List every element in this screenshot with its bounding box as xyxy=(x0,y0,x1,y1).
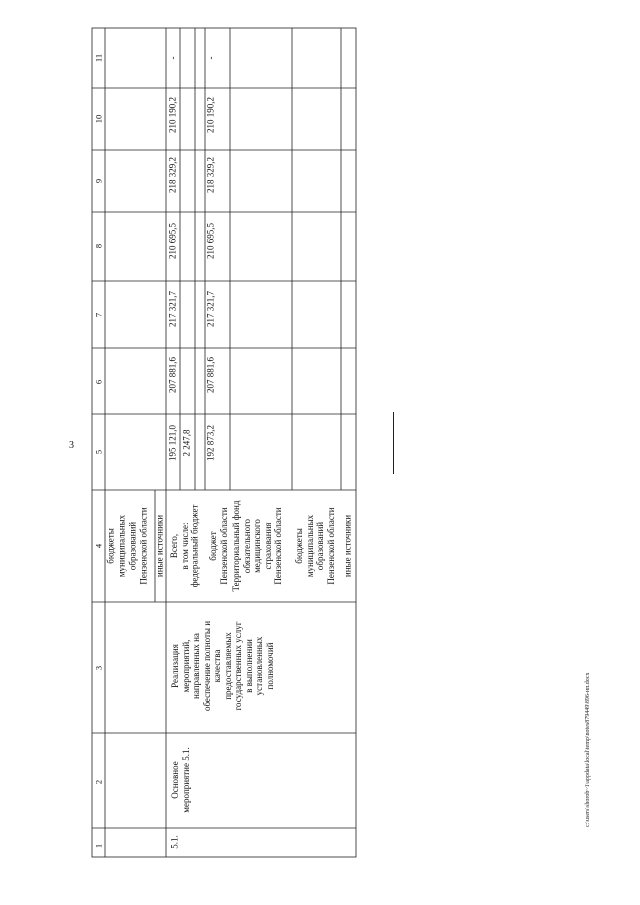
header-cell: 7 xyxy=(93,312,104,318)
cell-total-c11: - xyxy=(167,56,178,60)
cell-federal-c5: 2 247,8 xyxy=(181,429,192,457)
source-label-municipal: бюджеты муниципальных образований Пензенской области xyxy=(294,507,336,585)
source-line: Пензенской области xyxy=(138,507,149,585)
header-cell: 11 xyxy=(93,53,104,63)
header-cell: 9 xyxy=(93,178,104,184)
header-cell: 3 xyxy=(93,665,104,671)
source-label-total: Всего, в том числе: xyxy=(169,522,190,570)
header-cell: 10 xyxy=(93,114,104,124)
header-cell: 2 xyxy=(93,779,104,785)
source-label-other: иные источники xyxy=(342,514,353,578)
cell-regional-c5: 192 873,2 xyxy=(205,425,216,461)
header-cell: 1 xyxy=(93,843,104,849)
source-line: бюджеты xyxy=(105,528,116,564)
cell-regional-c7: 217 321,7 xyxy=(205,291,216,327)
cell-total-c6: 207 881,6 xyxy=(167,357,178,393)
source-label-tfoms: Территориальный фонд обязательного медицинского страхования Пензенской области xyxy=(231,500,283,592)
row-name: Основное мероприятие 5.1. xyxy=(170,747,191,813)
header-cell: 6 xyxy=(93,379,104,385)
header-cell: 5 xyxy=(93,449,104,455)
page-number: 3 xyxy=(69,440,74,451)
source-line: муниципальных xyxy=(116,514,127,578)
cell-total-c9: 218 329,2 xyxy=(167,157,178,193)
cell-regional-c11: - xyxy=(205,56,216,60)
cell-regional-c8: 210 695,5 xyxy=(205,223,216,259)
cell-regional-c10: 210 190,2 xyxy=(205,97,216,133)
cell-total-c10: 210 190,2 xyxy=(167,97,178,133)
file-path-footer: c:\users\shorob~1\appdata\local\temp\notes879449\896-нп.docx xyxy=(585,672,591,827)
source-label-federal: федеральный бюджет xyxy=(189,504,200,588)
header-cell: 4 xyxy=(93,543,104,549)
cell-regional-c6: 207 881,6 xyxy=(205,357,216,393)
source-label-regional: бюджет Пензенской области xyxy=(208,507,229,585)
row-number: 5.1. xyxy=(169,835,180,849)
row-description: Реализация мероприятий, направленных на обеспечение полноты и качества предоставляемых государственных услуг в выполнении установленных полномочий xyxy=(170,620,275,712)
other-sources-label: иные источники xyxy=(154,514,165,578)
source-line: образований xyxy=(127,521,138,571)
header-cell: 8 xyxy=(93,243,104,249)
cell-regional-c9: 218 329,2 xyxy=(205,157,216,193)
cell-total-c5: 195 121,0 xyxy=(167,425,178,461)
cell-total-c8: 210 695,5 xyxy=(167,223,178,259)
cell-total-c7: 217 321,7 xyxy=(167,291,178,327)
